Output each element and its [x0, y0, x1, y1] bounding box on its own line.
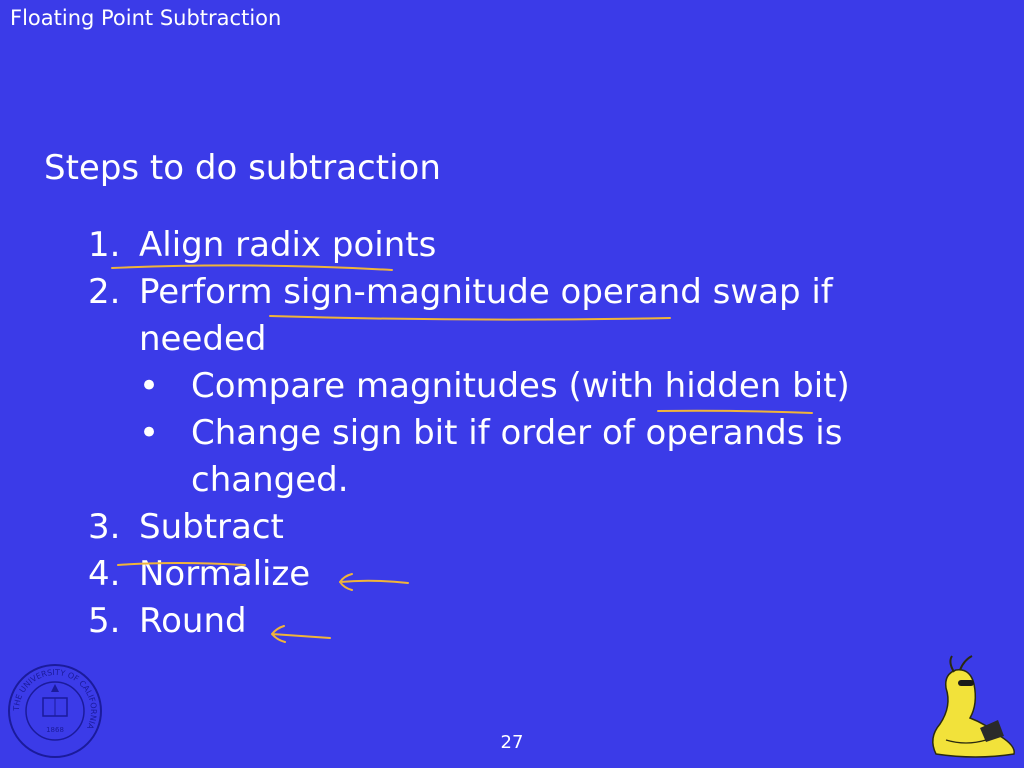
slide-heading: Steps to do subtraction — [44, 148, 441, 188]
step-number: 1. — [88, 225, 121, 265]
step-list — [88, 222, 948, 645]
step-item-4 — [88, 551, 948, 598]
step-text-continuation: needed — [139, 319, 267, 359]
sub-item-continuation: changed. — [191, 460, 349, 500]
step-item-1 — [88, 222, 948, 269]
step-item-2 — [88, 269, 948, 316]
step-text: Normalize — [139, 554, 311, 594]
step-item-3 — [88, 504, 948, 551]
step-number: 3. — [88, 507, 121, 547]
bullet: • — [139, 366, 160, 406]
seal-year: 1868 — [46, 726, 64, 734]
bullet: • — [139, 413, 160, 453]
header-title: Floating Point Subtraction — [10, 6, 282, 30]
step-text: Round — [139, 601, 247, 641]
slug-mascot-logo — [926, 654, 1020, 762]
step-item-5 — [88, 598, 948, 645]
seal-ring-text: THE UNIVERSITY OF CALIFORNIA — [11, 667, 99, 731]
sub-item-text: Change sign bit if order of operands is — [191, 413, 843, 453]
sub-item-2 — [88, 410, 948, 457]
step-number: 4. — [88, 554, 121, 594]
sub-item-1 — [88, 363, 948, 410]
step-number: 2. — [88, 272, 121, 312]
university-seal-logo — [6, 662, 104, 760]
page-number: 27 — [500, 732, 524, 753]
step-text: Align radix points — [139, 225, 437, 265]
step-number: 5. — [88, 601, 121, 641]
step-text: Perform sign-magnitude operand swap if — [139, 272, 833, 312]
step-text: Subtract — [139, 507, 284, 547]
sub-item-text: Compare magnitudes (with hidden bit) — [191, 366, 850, 406]
